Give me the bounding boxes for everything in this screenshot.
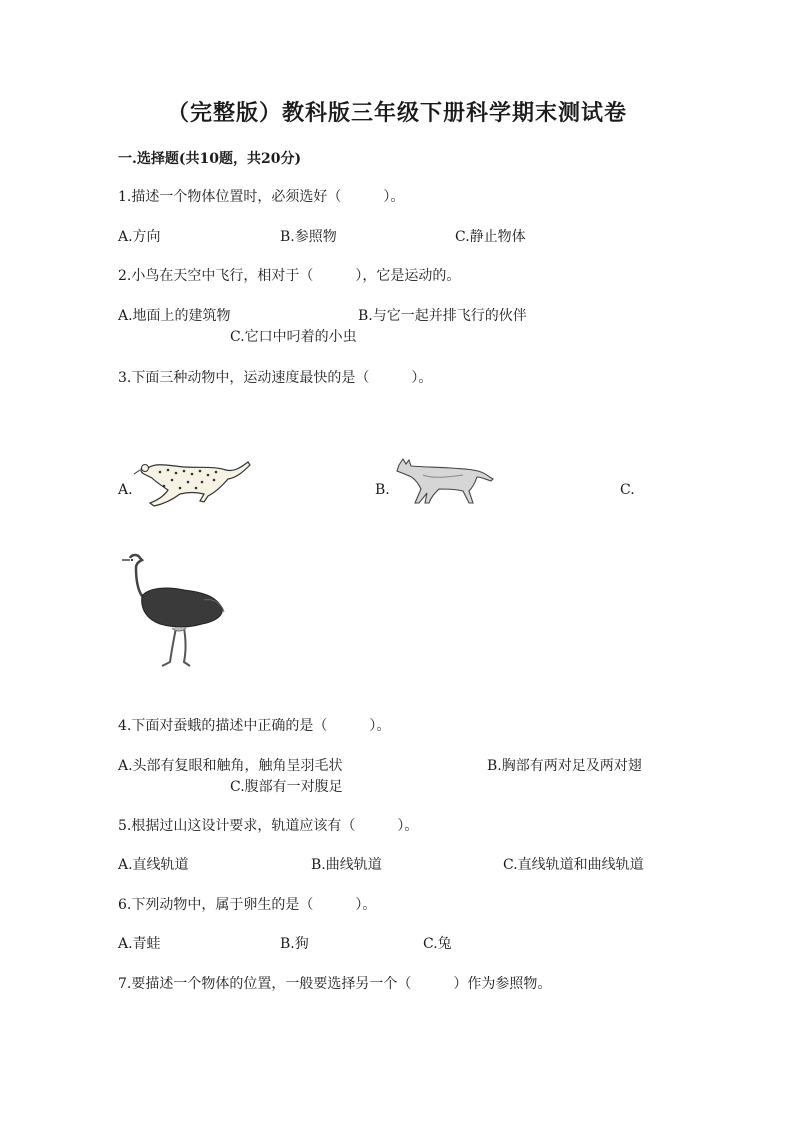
q4-option-b[interactable]: B.胸部有两对足及两对翅 [487, 758, 642, 774]
q5-option-b[interactable]: B.曲线轨道 [311, 857, 382, 873]
q1-option-a[interactable]: A.方向 [118, 229, 161, 245]
question-7: 7.要描述一个物体的位置，一般要选择另一个（ ）作为参照物。 [118, 976, 552, 992]
question-4: 4.下面对蚕蛾的描述中正确的是（ ）。 [118, 718, 391, 734]
q6-option-c[interactable]: C.兔 [423, 936, 452, 952]
question-5: 5.根据过山这设计要求，轨道应该有（ ）。 [118, 818, 419, 834]
q4-option-a[interactable]: A.头部有复眼和触角，触角呈羽毛状 [118, 758, 343, 774]
q5-option-a[interactable]: A.直线轨道 [118, 857, 189, 873]
q2-option-c[interactable]: C.它口中叼着的小虫 [230, 329, 357, 345]
ostrich-image [118, 552, 228, 672]
q2-option-b[interactable]: B.与它一起并排飞行的伙伴 [358, 308, 527, 324]
q3-option-b[interactable]: B. [375, 482, 390, 498]
question-1: 1.描述一个物体位置时，必须选好（ ）。 [118, 189, 405, 205]
q6-option-a[interactable]: A.青蛙 [118, 936, 161, 952]
question-3: 3.下面三种动物中，运动速度最快的是（ ）。 [118, 370, 433, 386]
question-2: 2.小鸟在天空中飞行，相对于（ ），它是运动的。 [118, 268, 461, 284]
q2-option-a[interactable]: A.地面上的建筑物 [118, 308, 231, 324]
q6-option-b[interactable]: B.狗 [280, 936, 309, 952]
q3-option-a[interactable]: A. [118, 482, 133, 498]
q5-option-c[interactable]: C.直线轨道和曲线轨道 [503, 857, 644, 873]
q4-option-c[interactable]: C.腹部有一对腹足 [230, 779, 343, 795]
q1-option-c[interactable]: C.静止物体 [455, 229, 526, 245]
wolf-image [393, 455, 495, 507]
cheetah-image [130, 452, 252, 510]
section-heading: 一.选择题(共10题，共20分) [118, 151, 302, 167]
question-6: 6.下列动物中，属于卵生的是（ ）。 [118, 897, 377, 913]
page-title: （完整版）教科版三年级下册科学期末测试卷 [166, 100, 627, 126]
q3-option-c[interactable]: C. [620, 482, 635, 498]
q1-option-b[interactable]: B.参照物 [280, 229, 337, 245]
